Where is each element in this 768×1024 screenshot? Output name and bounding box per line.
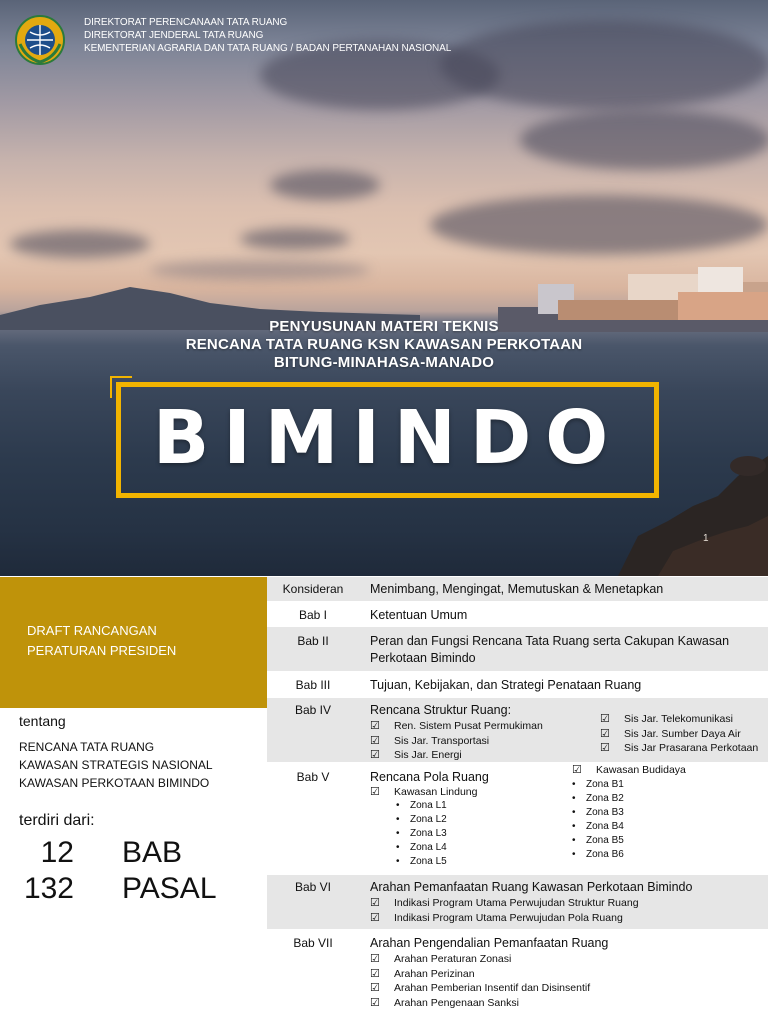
table-row-konsideran xyxy=(267,577,768,601)
list-item: ☑ Sis Jar. Energi xyxy=(370,749,462,762)
stat-bab-label: BAB xyxy=(122,836,183,869)
terdiri-label: terdiri dari: xyxy=(19,812,95,829)
stat-pasal-label: PASAL xyxy=(122,872,217,905)
subtitle-line-2: RENCANA TATA RUANG KSN KAWASAN PERKOTAAN xyxy=(185,336,583,353)
table-row-bab6 xyxy=(267,875,768,929)
checkbox-icon: ☑ xyxy=(370,734,380,747)
list-item: ☑ Indikasi Program Utama Perwujudan Struktur Ruang xyxy=(370,897,639,909)
list-item: ☑ Arahan Peraturan Zonasi xyxy=(370,953,512,965)
draft-line-2: PERATURAN PRESIDEN xyxy=(27,643,177,658)
checkbox-icon: ☑ xyxy=(370,967,380,980)
row-label: Bab III xyxy=(295,678,331,692)
list-item: ☑ Kawasan Budidaya xyxy=(572,764,686,776)
table-row-bab4 xyxy=(267,698,768,762)
list-item: • Zona B3 xyxy=(572,806,686,820)
subtitle-line-3: BITUNG-MINAHASA-MANADO xyxy=(273,354,495,371)
list-item: ☑ Sis Jar. Transportasi xyxy=(370,734,490,747)
list-item: ☑ Kawasan Lindung xyxy=(370,786,478,798)
list-item: • Zona L3 xyxy=(370,827,489,841)
row-text-line-2: Perkotaan Bimindo xyxy=(370,651,476,665)
row-text: Ketentuan Umum xyxy=(370,608,468,622)
list-item: • Zona L2 xyxy=(370,813,489,827)
checkbox-icon: ☑ xyxy=(370,786,380,798)
header-line-1: DIREKTORAT PERENCANAAN TATA RUANG xyxy=(84,17,288,28)
list-item: ☑ Ren. Sistem Pusat Permukiman xyxy=(370,720,543,732)
list-item: ☑ Arahan Pemberian Insentif dan Disinsentif xyxy=(370,982,591,995)
list-item: • Zona L4 xyxy=(370,841,489,855)
header-line-2: DIREKTORAT JENDERAL TATA RUANG xyxy=(84,30,264,41)
page-number: 1 xyxy=(703,533,709,544)
about-line-1: RENCANA TATA RUANG xyxy=(19,740,155,754)
about-lines xyxy=(19,738,213,792)
checkbox-icon: ☑ xyxy=(600,713,610,725)
checkbox-icon: ☑ xyxy=(370,996,380,1009)
row-text: Arahan Pengendalian Pemanfaatan Ruang xyxy=(370,936,609,950)
row-label: Bab V xyxy=(296,770,330,784)
checkbox-icon: ☑ xyxy=(370,897,380,909)
table-row-bab5 xyxy=(267,764,768,872)
checkbox-icon: ☑ xyxy=(572,764,582,776)
institution-header xyxy=(14,14,451,66)
checkbox-icon: ☑ xyxy=(600,727,610,740)
stat-bab-number: 12 xyxy=(40,836,74,869)
draft-box xyxy=(0,577,267,708)
list-item: ☑ Indikasi Program Utama Perwujudan Pola Ruang xyxy=(370,911,623,924)
row-label: Bab I xyxy=(298,608,328,622)
table-row-bab7 xyxy=(267,931,768,1024)
subtitle-line-1: PENYUSUNAN MATERI TEKNIS xyxy=(269,318,499,335)
list-item: ☑ Sis Jar Prasarana Perkotaan xyxy=(600,742,759,755)
list-item: • Zona B1 xyxy=(572,778,686,792)
list-item: ☑ Arahan Perizinan xyxy=(370,967,475,980)
checkbox-icon: ☑ xyxy=(600,742,610,755)
table-row-bab3 xyxy=(267,673,768,697)
row-text: Menimbang, Mengingat, Memutuskan & Menetapkan xyxy=(370,582,664,596)
list-item: • Zona B6 xyxy=(572,848,686,862)
list-item: ☑ Sis Jar. Sumber Daya Air xyxy=(600,727,741,740)
list-item: • Zona B4 xyxy=(572,820,686,834)
checkbox-icon: ☑ xyxy=(370,953,380,965)
row-text: Arahan Pemanfaatan Ruang Kawasan Perkotaan Bimindo xyxy=(370,880,693,894)
list-item: • Zona L1 xyxy=(370,799,489,813)
about-line-3: KAWASAN PERKOTAAN BIMINDO xyxy=(19,776,210,790)
list-item: • Zona L5 xyxy=(370,855,489,869)
row-text: Rencana Struktur Ruang: xyxy=(370,703,512,717)
stat-pasal-number: 132 xyxy=(23,872,74,905)
checkbox-icon: ☑ xyxy=(370,749,380,762)
row-label: Bab VII xyxy=(293,936,333,950)
header-line-3: KEMENTERIAN AGRARIA DAN TATA RUANG / BADAN PERTANAHAN NASIONAL xyxy=(84,43,452,54)
checkbox-icon: ☑ xyxy=(370,982,380,995)
list-item: • Zona B5 xyxy=(572,834,686,848)
checkbox-icon: ☑ xyxy=(370,911,380,924)
row-label: Bab VI xyxy=(294,880,332,894)
row-text: Rencana Pola Ruang xyxy=(370,770,489,784)
cover-subtitle xyxy=(0,318,768,372)
ministry-logo-icon xyxy=(14,14,66,66)
row-text: Tujuan, Kebijakan, dan Strategi Penataan Ruang xyxy=(370,678,642,692)
table-row-bab1 xyxy=(267,603,768,627)
about-line-2: KAWASAN STRATEGIS NASIONAL xyxy=(19,758,213,772)
checkbox-icon: ☑ xyxy=(370,720,380,732)
row-label: Konsideran xyxy=(282,582,344,596)
row-label: Bab IV xyxy=(294,703,332,717)
table-row-bab2 xyxy=(267,627,768,671)
list-item: • Zona B2 xyxy=(572,792,686,806)
list-item: ☑ Sis Jar. Telekomunikasi xyxy=(600,713,733,725)
row-text-line-1: Peran dan Fungsi Rencana Tata Ruang serta Cakupan Kawasan xyxy=(370,634,730,648)
row-label: Bab II xyxy=(297,634,329,648)
cover-title: BIMINDO xyxy=(152,395,623,481)
draft-line-1: DRAFT RANCANGAN xyxy=(27,623,157,638)
list-item: ☑ Arahan Pengenaan Sanksi xyxy=(370,996,519,1009)
tentang-label: tentang xyxy=(19,713,66,729)
